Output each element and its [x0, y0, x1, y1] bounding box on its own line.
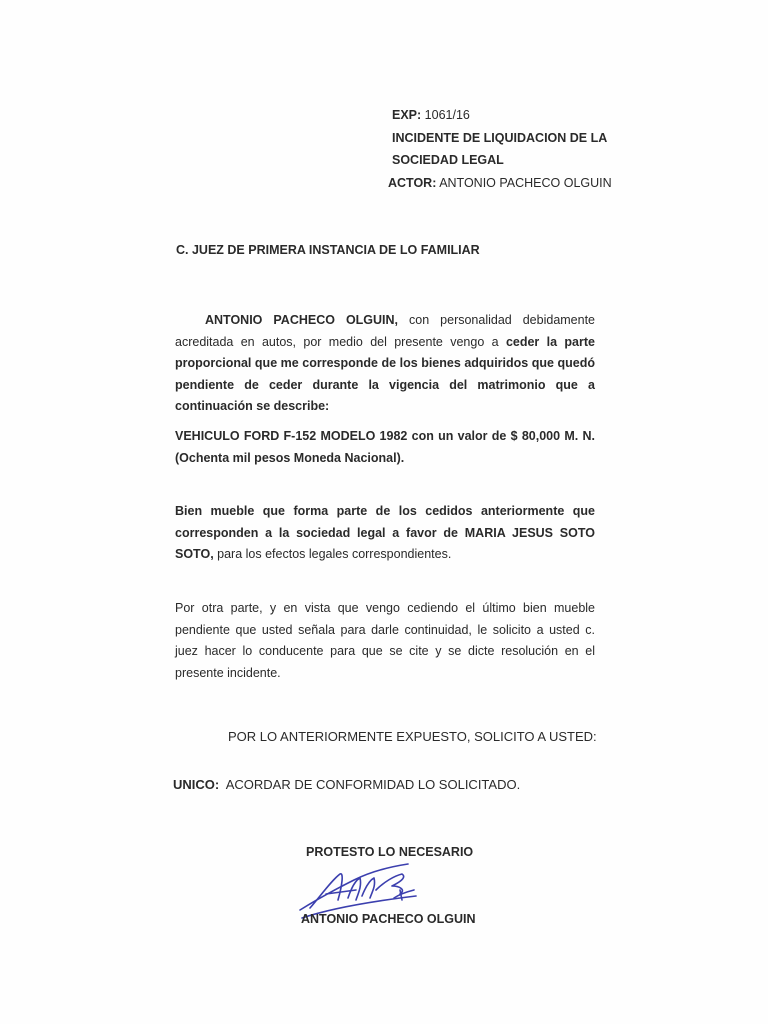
- unico-label: UNICO:: [173, 777, 220, 792]
- paragraph-cession: ANTONIO PACHECO OLGUIN, con personalidad debidamente acreditada en autos, por medio del presente vengo a ceder la parte proporcional que me corresponde de los bienes adquiridos que quedó pendiente de ceder durante la vigencia del matrimonio que a continuación se describe:: [175, 313, 596, 413]
- case-number-label: EXP:: [392, 108, 422, 122]
- unico-text: ACORDAR DE CONFORMIDAD LO SOLICITADO.: [225, 777, 521, 792]
- case-number-value: 1061/16: [424, 108, 470, 122]
- paragraph-vehicle: VEHICULO FORD F-152 MODELO 1982 con un valor de $ 80,000 M. N. (Ochenta mil pesos Moneda Nacional).: [175, 429, 595, 465]
- closing-formula: PROTESTO LO NECESARIO: [306, 845, 474, 859]
- paragraph-beneficiary: Bien mueble que forma parte de los cedidos anteriormente que corresponden a la sociedad legal a favor de MARIA JESUS SOTO SOTO, para los efectos legales correspondientes.: [175, 504, 595, 561]
- paragraph-request: Por otra parte, y en vista que vengo cediendo el último bien mueble pendiente que usted señala para darle continuidad, le solicito a usted c. juez hacer lo conducente para que se cite y se dicte resolución en el presente incidente.: [175, 601, 595, 680]
- actor-line: [388, 172, 612, 195]
- signer-name: ANTONIO PACHECO OLGUIN: [301, 912, 476, 926]
- petitioner-name: ANTONIO PACHECO OLGUIN,: [205, 313, 399, 327]
- unico-line: [173, 777, 520, 792]
- addressee: C. JUEZ DE PRIMERA INSTANCIA DE LO FAMILIAR: [176, 243, 480, 257]
- actor-value: ANTONIO PACHECO OLGUIN: [439, 175, 612, 190]
- actor-label: ACTOR:: [388, 175, 437, 190]
- case-number-line: [392, 104, 612, 127]
- incident-title-line1: INCIDENTE DE LIQUIDACION DE LA: [392, 130, 608, 145]
- petition-line: POR LO ANTERIORMENTE EXPUESTO, SOLICITO A USTED:: [228, 729, 597, 744]
- incident-title-line2: SOCIEDAD LEGAL: [392, 153, 504, 167]
- case-header: [388, 104, 612, 194]
